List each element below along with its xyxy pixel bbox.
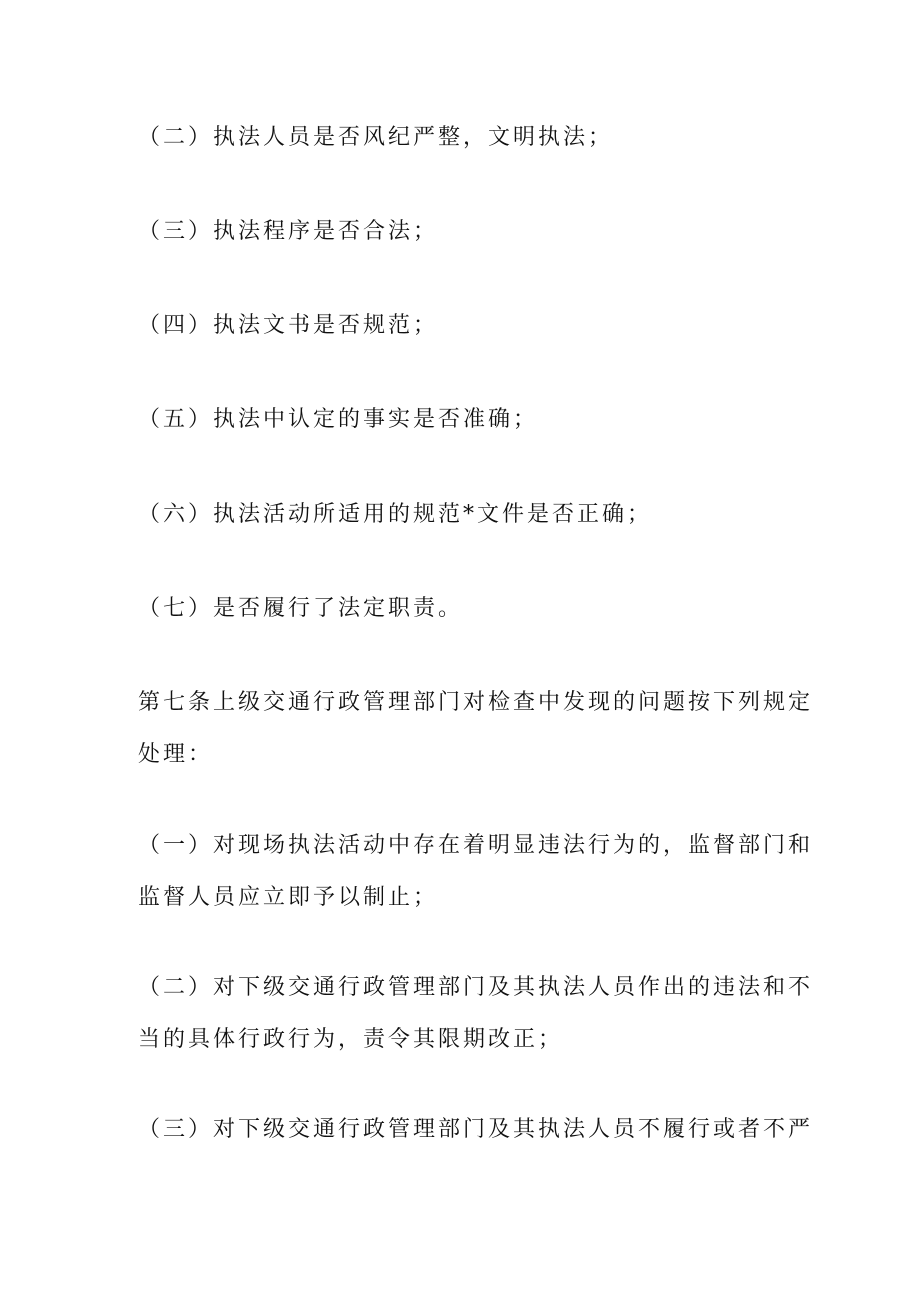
paragraph-item-4: [138, 300, 788, 352]
paragraph-line: 当的具体行政行为，责令其限期改正；: [138, 1027, 564, 1052]
paragraph-line: （一）对现场执法活动中存在着明显违法行为的，监督部门和: [138, 833, 814, 858]
paragraph-line: （二）执法人员是否风纪严整，文明执法；: [138, 125, 614, 150]
paragraph-line: 处理：: [138, 742, 214, 767]
paragraph-item-1-b: [138, 820, 814, 924]
paragraph-line: （三）执法程序是否合法；: [138, 219, 439, 244]
paragraph-item-2: [138, 112, 788, 164]
paragraph-item-7: [138, 583, 788, 635]
paragraph-line: （七）是否履行了法定职责。: [138, 596, 464, 621]
paragraph-item-5: [138, 394, 788, 446]
paragraph-item-3-b: [138, 1104, 814, 1156]
paragraph-line: （六）执法活动所适用的规范*文件是否正确；: [138, 502, 653, 527]
paragraph-item-3: [138, 206, 788, 258]
paragraph-line: （三）对下级交通行政管理部门及其执法人员不履行或者不严: [138, 1117, 814, 1142]
article-7-paragraph: [138, 677, 814, 781]
paragraph-item-2-b: [138, 962, 814, 1066]
paragraph-line: 监督人员应立即予以制止；: [138, 885, 439, 910]
paragraph-line: 第七条上级交通行政管理部门对检查中发现的问题按下列规定: [138, 690, 814, 715]
paragraph-item-6: [138, 489, 788, 541]
paragraph-line: （四）执法文书是否规范；: [138, 313, 439, 338]
paragraph-line: （二）对下级交通行政管理部门及其执法人员作出的违法和不: [138, 975, 814, 1000]
paragraph-line: （五）执法中认定的事实是否准确；: [138, 407, 539, 432]
